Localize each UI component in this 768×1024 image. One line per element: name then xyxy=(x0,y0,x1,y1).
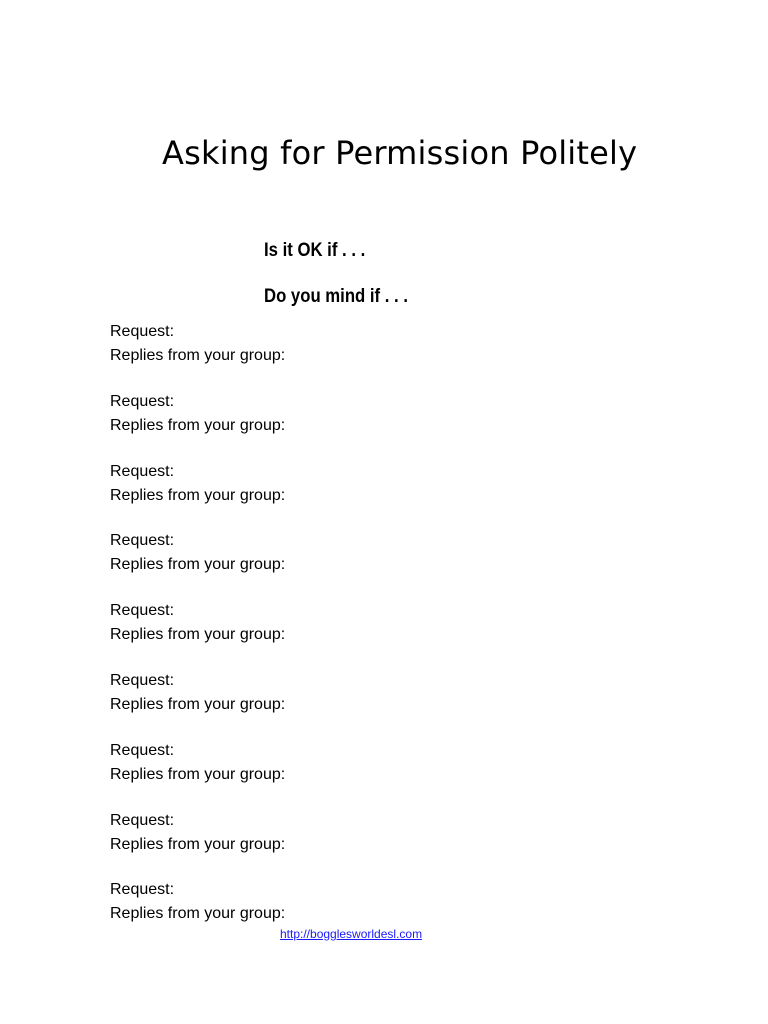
replies-label: Replies from your group: xyxy=(110,765,286,783)
entry-5 xyxy=(110,599,610,669)
request-label: Request: xyxy=(110,881,175,899)
request-label: Request: xyxy=(110,392,175,410)
entry-list xyxy=(110,320,610,948)
request-label: Request: xyxy=(110,532,175,550)
request-label: Request: xyxy=(110,671,175,689)
replies-label: Replies from your group: xyxy=(110,347,286,364)
request-label: Request: xyxy=(110,462,175,480)
request-label: Request: xyxy=(110,602,175,620)
replies-label: Replies from your group: xyxy=(110,486,286,504)
replies-label: Replies from your group: xyxy=(110,835,286,853)
replies-label: Replies from your group: xyxy=(110,416,286,434)
entry-7 xyxy=(110,739,610,809)
entry-4 xyxy=(110,529,610,599)
request-label: Request: xyxy=(110,811,175,829)
replies-label: Replies from your group: xyxy=(110,556,286,574)
phrase-do-you-mind: Do you mind if . . . xyxy=(264,286,408,307)
footer-link[interactable]: http://bogglesworldesl.com xyxy=(280,927,423,941)
entry-3 xyxy=(110,460,610,530)
entry-1 xyxy=(110,320,610,390)
entry-8 xyxy=(110,809,610,879)
replies-label: Replies from your group: xyxy=(110,626,286,644)
request-label: Request: xyxy=(110,323,175,340)
entry-2 xyxy=(110,390,610,460)
replies-label: Replies from your group: xyxy=(110,695,286,713)
phrase-is-it-ok: Is it OK if . . . xyxy=(264,240,366,261)
entry-6 xyxy=(110,669,610,739)
replies-label: Replies from your group: xyxy=(110,905,286,923)
request-label: Request: xyxy=(110,741,175,759)
page-title: Asking for Permission Politely xyxy=(162,134,638,172)
